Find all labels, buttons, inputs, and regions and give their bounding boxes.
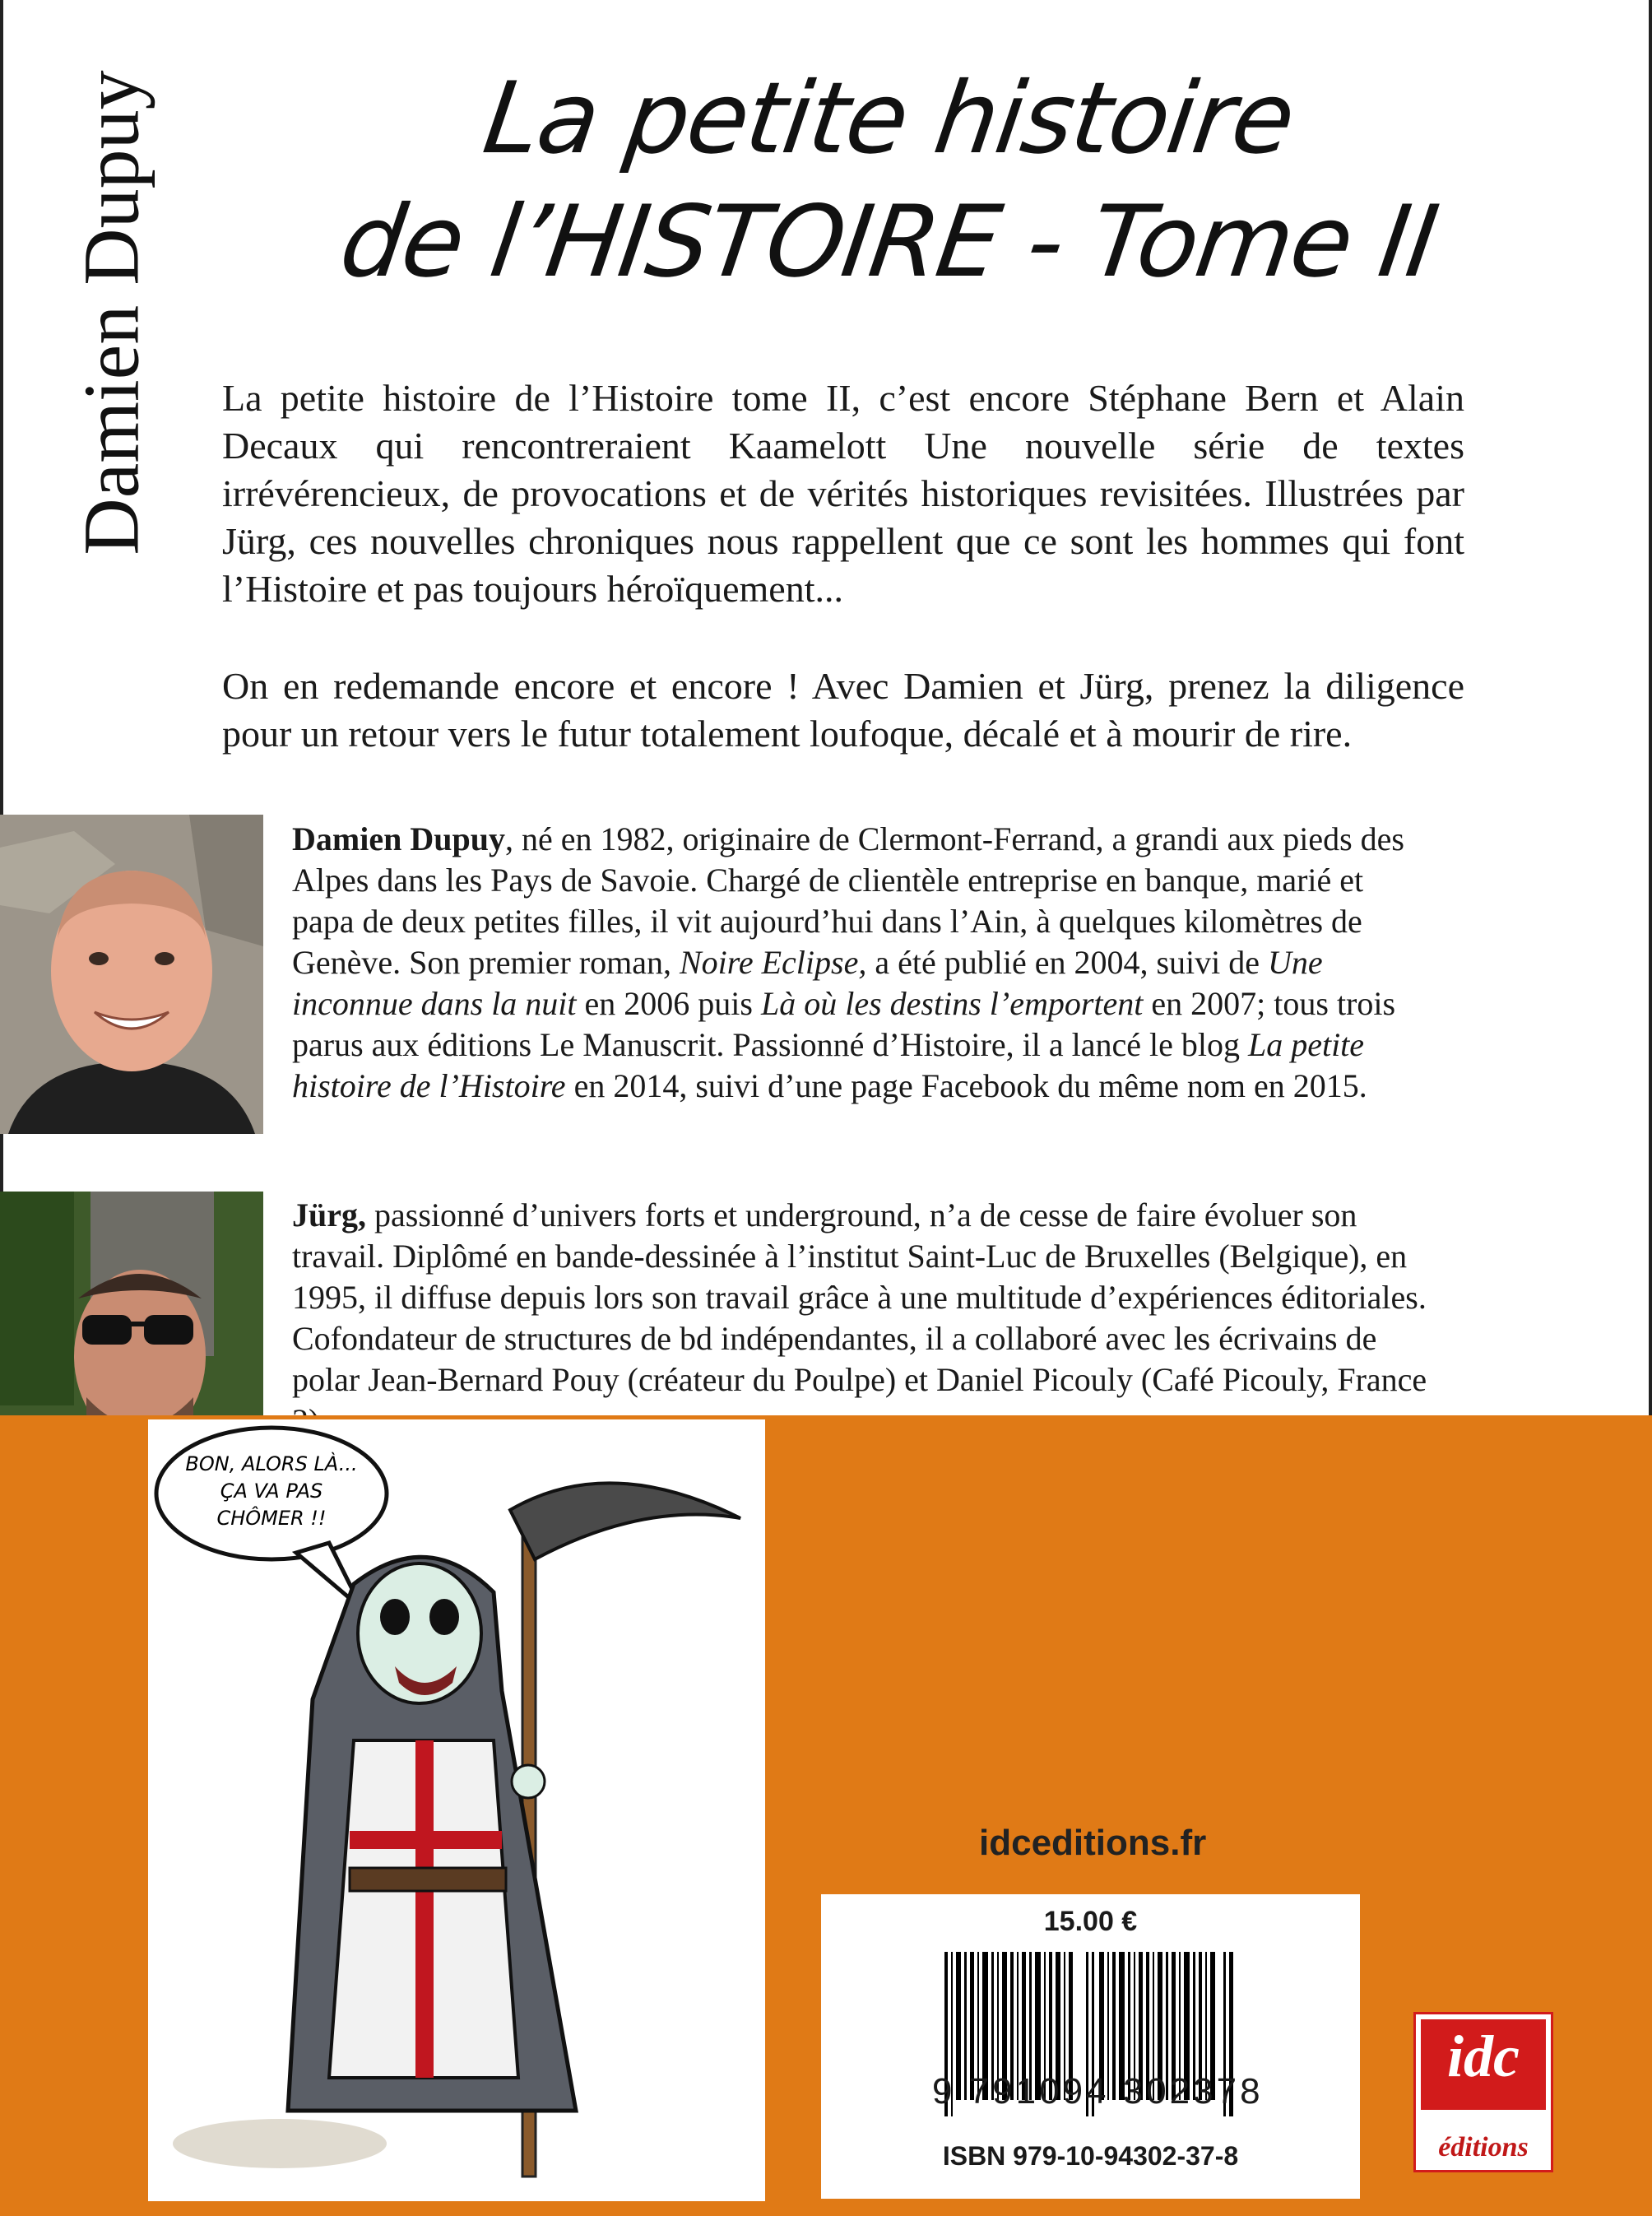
book-title <box>313 58 1464 304</box>
author-bio-title-1: Noire Eclipse, <box>679 944 867 981</box>
barcode-box <box>821 1894 1360 2199</box>
speech-line-3: CHÔMER !! <box>216 1507 327 1530</box>
barcode-digits: 9 791094 302378 <box>932 2071 1264 2111</box>
price: 15.00 € <box>1043 1906 1138 1937</box>
speech-line-2: ÇA VA PAS <box>220 1480 323 1503</box>
spine-author: Damien Dupuy <box>67 70 155 555</box>
cover-border-right <box>1649 0 1652 1415</box>
scythe-blade <box>510 1483 740 1559</box>
author-bio <box>292 819 1427 1107</box>
speech-line-1: BON, ALORS LÀ... <box>185 1452 358 1475</box>
title-line-1: La petite histoire <box>476 62 1301 176</box>
author-bio-name: Damien Dupuy <box>292 820 505 857</box>
author-bio-text-1: , né en 1982, originaire de Clermont-Ferrand, a grandi aux pieds des Alpes dans les Pays de Savoie. Chargé de clientèle entreprise en banque, marié et papa de deux petites filles, il vit aujourd’hui dans l’Ain, à quelques kilomètres de Genève. Son premier roman, <box>292 820 1404 981</box>
author-bio-text-5: en 2014, suivi d’une page Facebook du même nom en 2015. <box>565 1067 1367 1104</box>
author-photo <box>0 815 263 1134</box>
logo-editions: éditions <box>1438 2132 1529 2163</box>
author-bio-title-4: La petite histoire de l’Histoire <box>292 1026 1365 1104</box>
publisher-logo <box>1413 2012 1553 2172</box>
blurb <box>222 374 1464 807</box>
isbn: ISBN 979-10-94302-37-8 <box>942 2141 1239 2171</box>
author-bio-text-2: a été publié en 2004, suivi de <box>866 944 1268 981</box>
author-portrait-drawing <box>0 815 263 1134</box>
author-bio-title-3: Là où les destins l’emportent <box>760 985 1144 1022</box>
blurb-paragraph-1: La petite histoire de l’Histoire tome II, c’est encore Stéphane Bern et Alain Decaux qui rencontreraient Kaamelott Une nouvelle série de textes irrévérencieux, de provocations et de vérités historiques revisitées. Illustrées par Jürg, ces nouvelles chroniques nous rappellent que ce sont les hommes qui font l’Histoire et pas toujours héroïquement... <box>222 377 1464 610</box>
author-bio-text-4: en 2007; tous trois parus aux éditions Le Manuscrit. Passionné d’Histoire, il a lancé le blog <box>292 985 1396 1063</box>
logo-idc: idc <box>1421 2019 1546 2110</box>
spine <box>66 25 156 601</box>
illustrator-bio <box>292 1195 1427 1442</box>
title-line-2: de l’HISTOIRE - Tome II <box>333 185 1444 300</box>
illustrator-bio-text: passionné d’univers forts et underground, n’a de cesse de faire évoluer son travail. Diplômé en bande-dessinée à l’institut Saint-Luc de Bruxelles (Belgique), en 1995, il diffuse depuis lors son travail grâce à une multitude d’expériences éditoriales. Cofondateur de structures de bd indépendantes, il a collaboré avec les écrivains de polar Jean-Bernard Pouy (créateur du Poulpe) et Daniel Picouly (Café Picouly, France <box>292 1196 1427 1398</box>
author-bio-title-2: Une inconnue dans la nuit <box>292 944 1323 1022</box>
blurb-paragraph-2: On en redemande encore et encore ! Avec Damien et Jürg, prenez la diligence pour un retour vers le futur totalement loufoque, décalé et à mourir de rire. <box>222 665 1464 755</box>
illustrator-bio-name: Jürg, <box>292 1196 366 1233</box>
grim-reaper-illustration <box>148 1419 765 2201</box>
publisher-website[interactable]: idceditions.fr <box>979 1823 1207 1863</box>
author-bio-text-3: en 2006 puis <box>576 985 761 1022</box>
illustration-panel <box>148 1419 765 2201</box>
